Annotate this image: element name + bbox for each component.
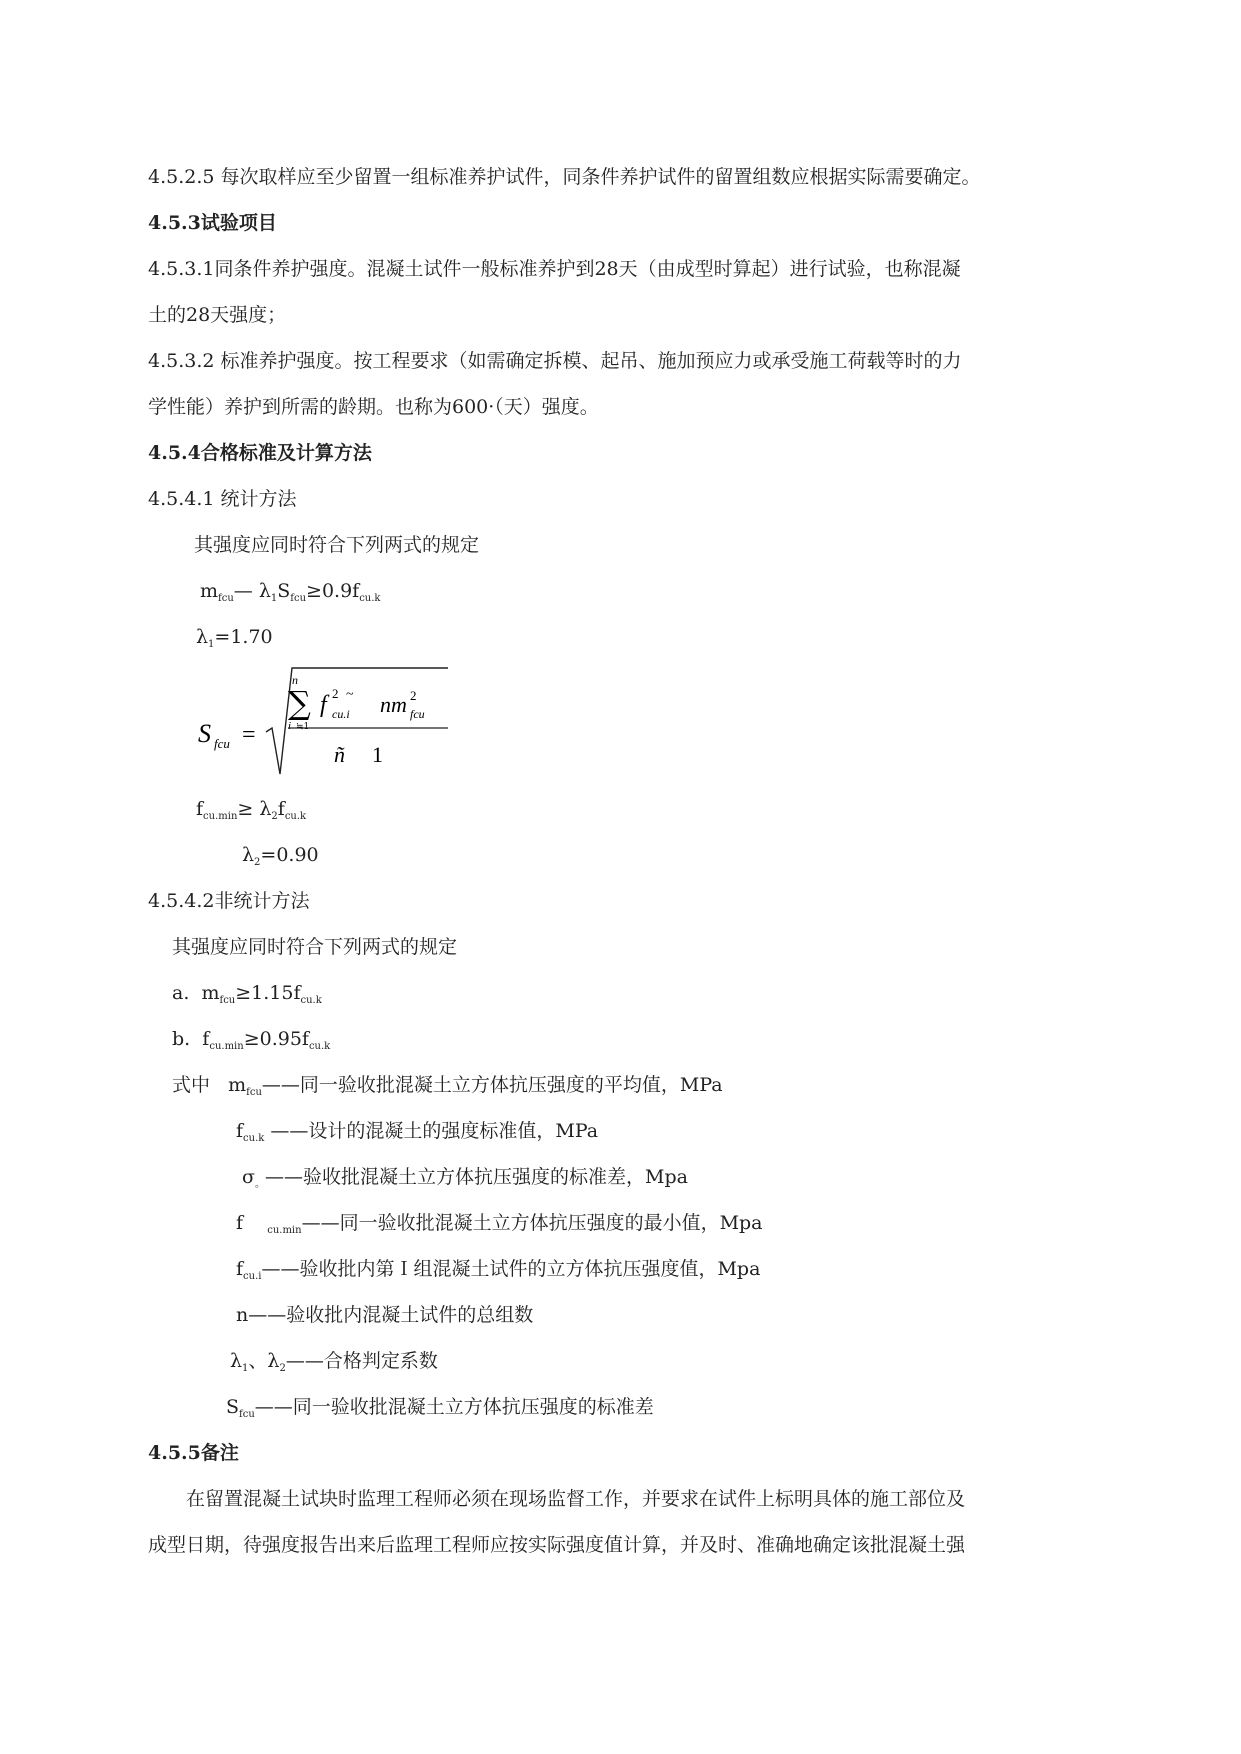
eq1-lambda-sub: 1 [270, 593, 278, 604]
def7-sub2: 2 [279, 1363, 286, 1374]
def-sigma [242, 1164, 688, 1198]
equation-min-condition [196, 796, 306, 830]
heading-4-5-5: 4.5.5备注 [148, 1442, 239, 1464]
lambda1-val: =1.70 [214, 626, 273, 648]
formula-equals: = [242, 722, 256, 748]
para-4-5-3-2-line1: 4.5.3.2 标准养护强度。按工程要求（如需确定拆模、起吊、施加预应力或承受施工荷载等时的力 [148, 350, 962, 372]
def5-sub: cu.i [243, 1271, 262, 1282]
def4-text: ——同一验收批混凝土立方体抗压强度的最小值，Mpa [301, 1212, 763, 1234]
heading-4-5-4: 4.5.4合格标准及计算方法 [148, 442, 372, 464]
def4-sub: cu.min [267, 1225, 302, 1236]
sigma-icon: ∑ [288, 684, 311, 722]
formula-lhs-sub: fcu [214, 736, 230, 751]
formula-nm: nm [380, 692, 407, 717]
nonstat-b-label: b. [172, 1028, 191, 1050]
def7-sub1: 1 [242, 1363, 249, 1374]
def3-sym: σ [242, 1166, 255, 1188]
eq1-f-sub: cu.k [359, 593, 381, 604]
def1-sub: fcu [246, 1087, 262, 1098]
def7-text: ——合格判定系数 [285, 1350, 438, 1372]
std-dev-formula-svg [196, 660, 456, 780]
def2-text: ——设计的混凝土的强度标准值，MPa [264, 1120, 599, 1142]
remark-line1: 在留置混凝土试块时监理工程师必须在现场监督工作，并要求在试件上标明具体的施工部位及 [186, 1488, 966, 1510]
def5-sym: f [236, 1258, 244, 1280]
nonstat-intro: 其强度应同时符合下列两式的规定 [172, 936, 458, 958]
eq2-rel: ≥ λ [237, 798, 272, 820]
nonstat-a [172, 980, 322, 1014]
def2-sym: f [236, 1120, 244, 1142]
lambda2-val: =0.90 [260, 844, 319, 866]
lambda1-symbol: λ [196, 626, 209, 648]
nonstat-a-rel: ≥1.15f [235, 982, 301, 1004]
lambda1-sub: 1 [208, 639, 215, 650]
formula-lhs: S [198, 719, 211, 748]
sigma-top: n [292, 673, 298, 687]
para-4-5-3-1-line2: 土的28天强度； [148, 304, 287, 326]
eq1-rel: ≥0.9f [306, 580, 360, 602]
eq1-minus: — λ [233, 580, 271, 602]
nonstat-b [172, 1026, 330, 1060]
def8-sub: fcu [239, 1409, 255, 1420]
heading-4-5-4-2: 4.5.4.2非统计方法 [148, 890, 310, 912]
para-4-5-3-1-line1: 4.5.3.1同条件养护强度。混凝土试件一般标准养护到28天（由成型时算起）进行试验，也称混凝 [148, 258, 961, 280]
formula-nm-sub: fcu [410, 707, 425, 721]
formula-f-sub: cu.i [332, 707, 350, 721]
remark-line2: 成型日期，待强度报告出来后监理工程师应按实际强度值计算，并及时、准确地确定该批混凝土强 [148, 1534, 966, 1556]
def1-text: ——同一验收批混凝土立方体抗压强度的平均值，MPa [261, 1074, 723, 1096]
def-fcui [236, 1256, 760, 1290]
eq1-s: S [277, 580, 291, 602]
formula-f: f [320, 692, 327, 718]
formula-den-n: ñ [334, 742, 345, 767]
stat-intro: 其强度应同时符合下列两式的规定 [194, 534, 480, 556]
nonstat-b-rel-sub: cu.k [308, 1041, 331, 1052]
lambda1-value [196, 624, 273, 658]
lambda2-value [242, 842, 319, 876]
eq2-f: f [196, 798, 204, 820]
eq1-m: m [200, 580, 219, 602]
formula-den-1: 1 [372, 742, 383, 767]
nonstat-a-sub: fcu [219, 995, 236, 1006]
def5-text: ——验收批内第Ｉ组混凝土试件的立方体抗压强度值，Mpa [261, 1258, 761, 1280]
para-4-5-3-2-line2: 学性能）养护到所需的龄期。也称为600·（天）强度。 [148, 396, 599, 418]
eq2-f2-sub: cu.k [284, 811, 307, 822]
def7-sym1: λ [230, 1350, 243, 1372]
def1-sym: m [228, 1074, 247, 1096]
eq2-lambda-sub: 2 [271, 811, 278, 822]
def-fcumin [236, 1210, 763, 1244]
nonstat-a-rel-sub: cu.k [300, 995, 322, 1006]
eq2-f2: f [277, 798, 285, 820]
equation-mean-condition [200, 578, 380, 612]
def-fcuk [236, 1118, 598, 1152]
def-n: n——验收批内混凝土试件的总组数 [236, 1304, 534, 1326]
nonstat-b-sub: cu.min [209, 1041, 244, 1052]
eq1-s-sub: fcu [290, 593, 307, 604]
sigma-bottom-extra: ≒1 [296, 722, 310, 732]
heading-4-5-4-1: 4.5.4.1 统计方法 [148, 488, 297, 510]
nonstat-b-rel: ≥0.95f [243, 1028, 309, 1050]
sigma-bottom: i [288, 720, 292, 732]
def4-sym: f [236, 1212, 244, 1234]
para-4-5-2-5: 4.5.2.5 每次取样应至少留置一组标准养护试件，同条件养护试件的留置组数应根据实际需要确定。 [148, 166, 981, 188]
def8-sym: S [226, 1396, 240, 1418]
lambda2-symbol: λ [242, 844, 255, 866]
nonstat-a-m: m [201, 982, 220, 1004]
def8-text: ——同一验收批混凝土立方体抗压强度的标准差 [254, 1396, 654, 1418]
def-mfcu [172, 1072, 723, 1106]
def-sfcu [226, 1394, 654, 1428]
defs-intro: 式中 [172, 1074, 211, 1096]
std-dev-formula [196, 660, 456, 780]
nonstat-a-label: a. [172, 982, 190, 1004]
eq2-f-sub: cu.min [203, 811, 238, 822]
formula-f-sup: 2 [332, 686, 339, 701]
nonstat-b-f: f [202, 1028, 210, 1050]
formula-tilde: ~ [346, 687, 354, 702]
def3-text: ——验收批混凝土立方体抗压强度的标准差，Mpa [264, 1166, 688, 1188]
heading-4-5-3: 4.5.3试验项目 [148, 212, 277, 234]
def-lambdas [230, 1348, 438, 1382]
def2-sub: cu.k [243, 1133, 265, 1144]
eq1-m-sub: fcu [218, 593, 234, 604]
lambda2-sub: 2 [254, 857, 261, 868]
def3-sub: 。 [254, 1179, 265, 1190]
def7-sep: 、λ [248, 1350, 280, 1372]
formula-nm-sup: 2 [410, 688, 417, 703]
